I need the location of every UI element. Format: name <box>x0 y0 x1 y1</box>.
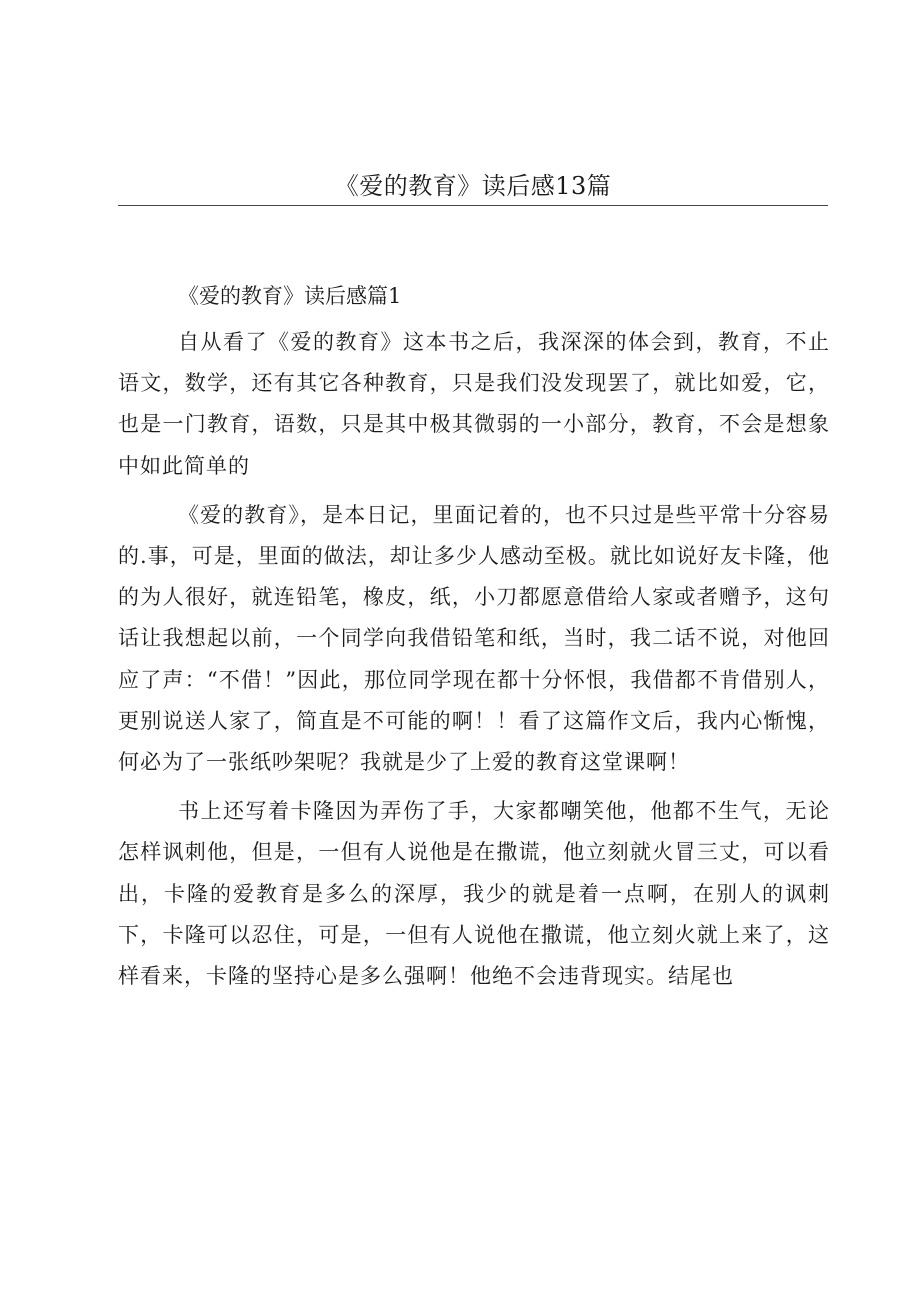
body-paragraph-3: 书上还写着卡隆因为弄伤了手，大家都嘲笑他，他都不生气，无论怎样讽刺他，但是，一但有人说他是在撒谎，他立刻就火冒三丈，可以看出，卡隆的爱教育是多么的深厚，我少的就是着一点啊，在别人的讽刺下，卡隆可以忍住，可是，一但有人说他在撒谎，他立刻火就上来了，这样看来，卡隆的坚持心是多么强啊！他绝不会违背现实。结尾也 <box>118 799 830 989</box>
body-paragraph-2: 《爱的教育》，是本日记，里面记着的，也不只过是些平常十分容易的.事，可是，里面的做法，却让多少人感动至极。就比如说好友卡隆，他的为人很好，就连铅笔，橡皮，纸，小刀都愿意借给人家或者赠予，这句话让我想起以前，一个同学向我借铅笔和纸，当时，我二话不说，对他回应了声：“不借！”因此，那位同学现在都十分怀恨，我借都不肯借别人，更别说送人家了，简直是不可能的啊！！看了这篇作文后，我内心惭愧，何必为了一张纸吵架呢？我就是少了上爱的教育这堂课啊！ <box>118 502 830 775</box>
section-heading: 《爱的教育》读后感篇1 <box>178 284 402 308</box>
body-paragraph-1: 自从看了《爱的教育》这本书之后，我深深的体会到，教育，不止语文，数学，还有其它各种教育，只是我们没发现罢了，就比如爱，它，也是一门教育，语数，只是其中极其微弱的一小部分，教育，不会是想象中如此简单的 <box>118 330 830 478</box>
document-title: 《爱的教育》读后感13篇 <box>334 172 612 200</box>
document-body <box>118 322 830 997</box>
title-underline <box>118 205 828 206</box>
